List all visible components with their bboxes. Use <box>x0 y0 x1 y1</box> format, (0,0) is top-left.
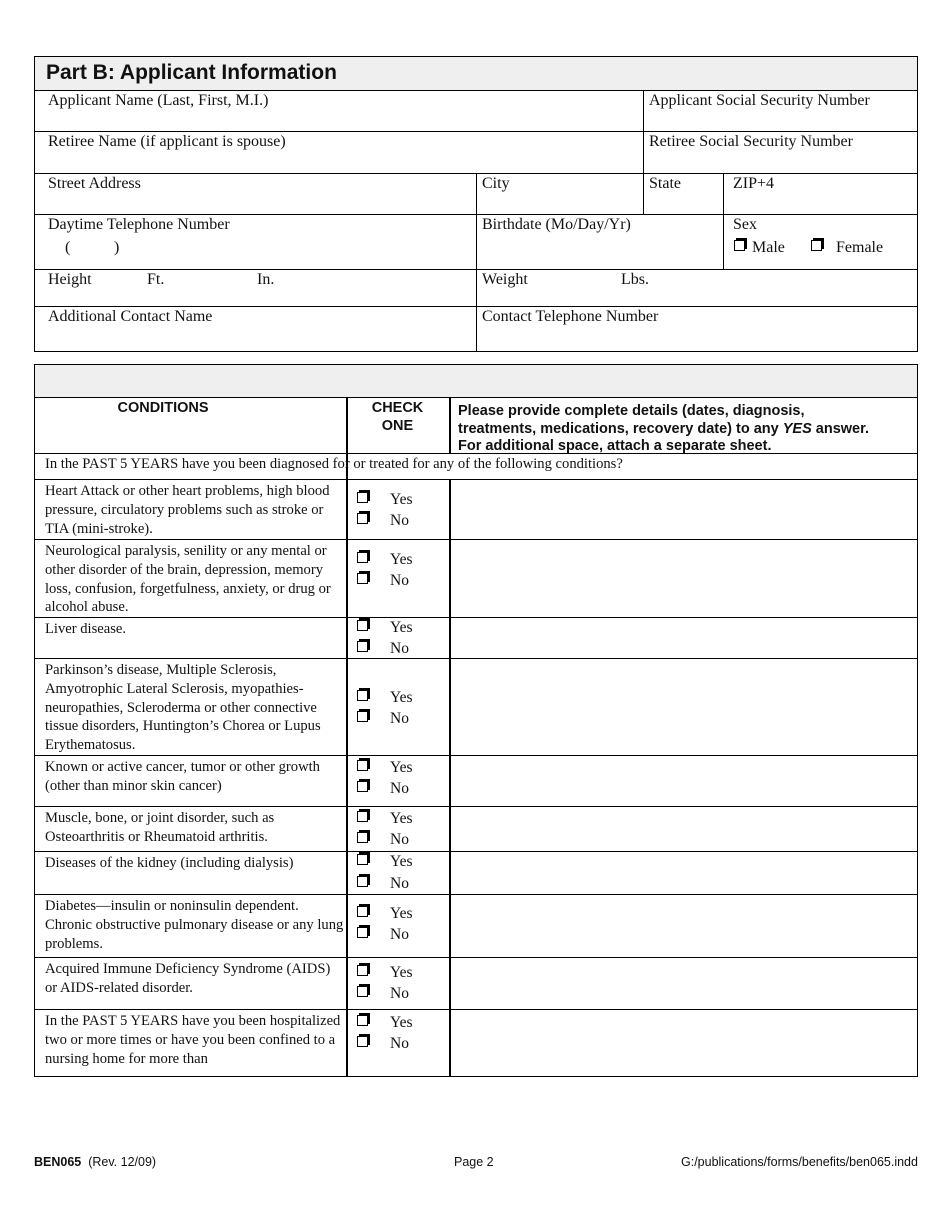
male-option[interactable] <box>734 239 785 257</box>
table-row <box>35 755 917 806</box>
field-label: Sex <box>733 216 757 233</box>
condition-text: In the PAST 5 YEARS have you been hospitalized two or more times or have you been confined to a nursing home for more than <box>45 1013 341 1067</box>
table-row <box>35 539 917 617</box>
zip-field[interactable] <box>723 174 917 214</box>
yes-checkbox[interactable] <box>357 620 368 631</box>
field-label: Additional Contact Name <box>48 308 213 325</box>
yes-checkbox[interactable] <box>357 552 368 563</box>
no-checkbox[interactable] <box>357 573 368 584</box>
condition-text: Neurological paralysis, senility or any mental or other disorder of the brain, depression, memory loss, confusion, forgetfulness, anxiety, or drug or alcohol abuse. <box>45 543 331 616</box>
header-text: answer. <box>811 420 869 437</box>
field-label: Contact Telephone Number <box>482 308 659 325</box>
field-label: Street Address <box>48 175 141 192</box>
option-label: No <box>390 926 409 943</box>
retiree-name-field[interactable] <box>35 132 643 173</box>
street-address-field[interactable] <box>35 174 476 214</box>
option-label: No <box>390 875 409 892</box>
no-option[interactable] <box>357 1035 409 1053</box>
option-label: No <box>390 640 409 657</box>
table-row <box>35 806 917 851</box>
condition-text: Diabetes—insulin or noninsulin dependent. Chronic obstructive pulmonary disease or any lung problems. <box>45 898 344 952</box>
form-row <box>35 270 917 307</box>
yes-option[interactable] <box>357 905 413 923</box>
area-code-close-paren: ) <box>114 239 120 256</box>
form-row <box>35 215 917 270</box>
additional-contact-name-field[interactable] <box>35 307 476 351</box>
option-label: No <box>390 572 409 589</box>
field-label: Weight <box>482 271 528 288</box>
no-checkbox[interactable] <box>357 513 368 524</box>
table-row <box>35 957 917 1009</box>
pounds-unit: Lbs. <box>621 271 649 288</box>
feet-unit: Ft. <box>147 271 165 288</box>
option-label: No <box>390 985 409 1002</box>
field-label: Retiree Social Security Number <box>649 133 853 150</box>
applicant-ssn-field[interactable] <box>643 91 917 131</box>
option-label: No <box>390 512 409 529</box>
table-row <box>35 479 917 539</box>
condition-text: Diseases of the kidney (including dialysis) <box>45 855 294 871</box>
form-row <box>35 307 917 351</box>
daytime-phone-field[interactable] <box>35 215 476 269</box>
form-row <box>35 174 917 215</box>
option-label: No <box>390 710 409 727</box>
field-label: City <box>482 175 510 192</box>
form-id <box>34 1155 156 1169</box>
header-text: YES <box>782 420 812 437</box>
page-number: Page 2 <box>454 1155 494 1169</box>
condition-text: Parkinson’s disease, Multiple Sclerosis, Amyotrophic Lateral Sclerosis, myopathies-neuropathies, Scleroderma or other connective tissue disorders, Huntington’s Chorea or Lupus Erythematosus. <box>45 662 321 754</box>
yes-checkbox[interactable] <box>357 811 368 822</box>
yes-checkbox[interactable] <box>357 965 368 976</box>
option-label: Yes <box>390 905 413 922</box>
header-line: For additional space, attach a separate sheet. <box>458 438 772 454</box>
header-line <box>458 421 913 439</box>
yes-checkbox[interactable] <box>357 690 368 701</box>
condition-text: Heart Attack or other heart problems, high blood pressure, circulatory problems such as stroke or TIA (mini-stroke). <box>45 483 330 537</box>
check-one-column-header <box>346 400 449 435</box>
yes-option[interactable] <box>357 619 413 637</box>
header-line: Please provide complete details (dates, diagnosis, <box>458 403 805 419</box>
field-label: State <box>649 175 681 192</box>
no-option[interactable] <box>357 512 409 530</box>
no-checkbox[interactable] <box>357 781 368 792</box>
inches-unit: In. <box>257 271 275 288</box>
table-row <box>35 1009 917 1076</box>
option-label: Yes <box>390 491 413 508</box>
weight-field[interactable] <box>476 270 917 306</box>
retiree-ssn-field[interactable] <box>643 132 917 173</box>
area-code-open-paren: ( <box>65 239 71 256</box>
form-row <box>35 91 917 132</box>
no-option[interactable] <box>357 875 409 893</box>
option-label: No <box>390 831 409 848</box>
file-path: G:/publications/forms/benefits/ben065.indd <box>681 1155 918 1169</box>
contact-phone-field[interactable] <box>476 307 917 351</box>
option-label: Yes <box>390 964 413 981</box>
option-label: Yes <box>390 619 413 636</box>
header-line: ONE <box>381 417 414 434</box>
male-checkbox[interactable] <box>734 240 745 251</box>
intro-row <box>35 453 917 479</box>
birthdate-field[interactable] <box>476 215 723 269</box>
state-field[interactable] <box>643 174 723 214</box>
option-label: Yes <box>390 810 413 827</box>
applicant-name-field[interactable] <box>35 91 643 131</box>
field-label: ZIP+4 <box>733 175 775 192</box>
option-label: No <box>390 780 409 797</box>
no-option[interactable] <box>357 640 409 658</box>
yes-option[interactable] <box>357 689 413 707</box>
option-label: Yes <box>390 689 413 706</box>
no-option[interactable] <box>357 780 409 798</box>
no-checkbox[interactable] <box>357 641 368 652</box>
condition-text: Liver disease. <box>45 621 127 637</box>
yes-checkbox[interactable] <box>357 760 368 771</box>
header-line: CHECK <box>371 400 424 416</box>
female-option[interactable] <box>811 239 883 257</box>
no-option[interactable] <box>357 985 409 1003</box>
form-number: BEN065 <box>34 1155 82 1169</box>
table-row <box>35 658 917 755</box>
option-label: Yes <box>390 551 413 568</box>
sex-field <box>723 215 917 269</box>
table-row <box>35 851 917 894</box>
field-label: Daytime Telephone Number <box>48 216 230 233</box>
no-checkbox[interactable] <box>357 986 368 997</box>
field-label: Birthdate (Mo/Day/Yr) <box>482 216 631 233</box>
details-column-header <box>458 403 913 456</box>
yes-checkbox[interactable] <box>357 1015 368 1026</box>
table-header-band <box>35 365 917 398</box>
yes-option[interactable] <box>357 964 413 982</box>
conditions-table <box>34 364 918 1077</box>
no-checkbox[interactable] <box>357 927 368 938</box>
no-checkbox[interactable] <box>357 876 368 887</box>
condition-text: Muscle, bone, or joint disorder, such as Osteoarthritis or Rheumatoid arthritis. <box>45 810 275 845</box>
conditions-column-header: CONDITIONS <box>117 400 209 416</box>
yes-option[interactable] <box>357 1014 413 1032</box>
option-label: Female <box>836 239 884 256</box>
revision-date: (Rev. 12/09) <box>88 1155 157 1169</box>
no-option[interactable] <box>357 831 409 849</box>
yes-option[interactable] <box>357 759 413 777</box>
intro-question: In the PAST 5 YEARS have you been diagnosed for or treated for any of the following conditions? <box>45 456 623 472</box>
option-label: Male <box>752 239 785 256</box>
option-label: Yes <box>390 759 413 776</box>
yes-option[interactable] <box>357 810 413 828</box>
column-divider <box>449 398 451 453</box>
yes-option[interactable] <box>357 551 413 569</box>
section-header <box>35 57 917 91</box>
female-checkbox[interactable] <box>811 240 822 251</box>
yes-checkbox[interactable] <box>357 854 368 865</box>
field-label: Applicant Name (Last, First, M.I.) <box>48 92 269 109</box>
field-label: Retiree Name (if applicant is spouse) <box>48 133 286 150</box>
height-field[interactable] <box>35 270 476 306</box>
option-label: No <box>390 1035 409 1052</box>
no-option[interactable] <box>357 926 409 944</box>
applicant-information-section <box>34 56 918 352</box>
table-row <box>35 617 917 658</box>
yes-option[interactable] <box>357 853 413 871</box>
no-checkbox[interactable] <box>357 1036 368 1047</box>
no-option[interactable] <box>357 572 409 590</box>
section-title: Part B: Applicant Information <box>46 61 337 84</box>
field-label: Height <box>48 271 92 288</box>
no-checkbox[interactable] <box>357 711 368 722</box>
table-row <box>35 894 917 957</box>
yes-option[interactable] <box>357 491 413 509</box>
no-option[interactable] <box>357 710 409 728</box>
condition-text: Acquired Immune Deficiency Syndrome (AIDS) or AIDS-related disorder. <box>45 961 331 996</box>
yes-checkbox[interactable] <box>357 492 368 503</box>
header-text: treatments, medications, recovery date) to any <box>458 420 783 437</box>
field-label: Applicant Social Security Number <box>649 92 870 109</box>
no-checkbox[interactable] <box>357 832 368 843</box>
form-row <box>35 132 917 174</box>
condition-text: Known or active cancer, tumor or other growth (other than minor skin cancer) <box>45 759 320 794</box>
option-label: Yes <box>390 1014 413 1031</box>
city-field[interactable] <box>476 174 643 214</box>
yes-checkbox[interactable] <box>357 906 368 917</box>
option-label: Yes <box>390 853 413 870</box>
